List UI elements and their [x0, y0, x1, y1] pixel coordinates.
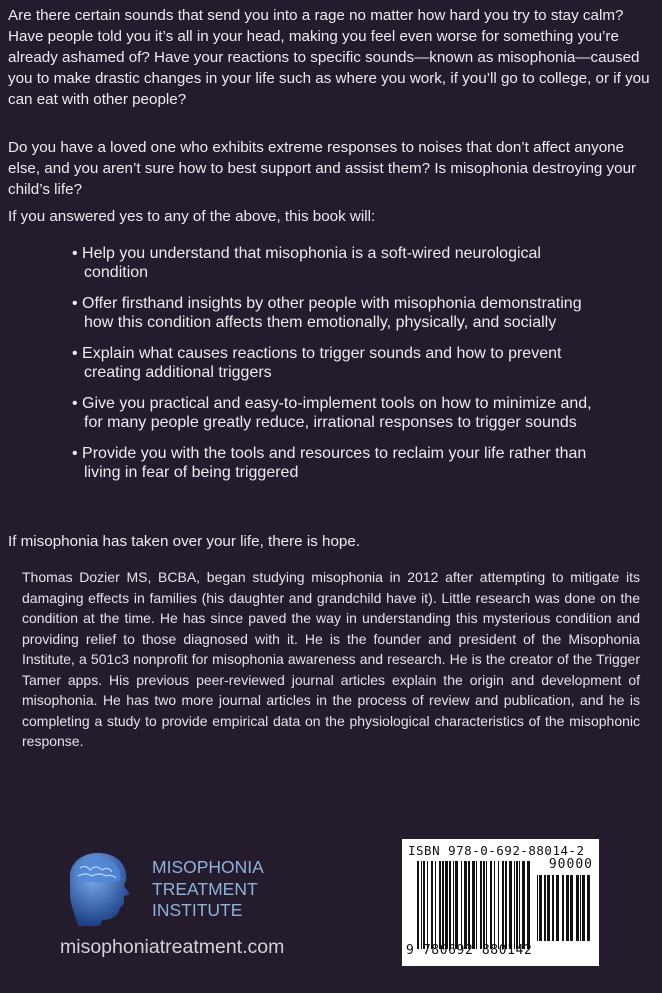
institute-logo-text	[152, 857, 264, 922]
isbn-number: ISBN 978-0-692-88014-2	[408, 843, 585, 858]
list-item: • Explain what causes reactions to trigger sounds and how to prevent creating additional triggers	[72, 344, 592, 382]
ean-number: 9 780692 880142	[406, 943, 533, 958]
intro-paragraph-2: Do you have a loved one who exhibits extreme responses to noises that don’t affect anyone else, and you aren’t sure how to best support and assist them? Is misophonia destroying your child’s life?	[8, 139, 637, 198]
isbn-barcode	[402, 839, 599, 966]
barcode-bars	[417, 861, 532, 949]
logo-line-1: MISOPHONIA	[152, 857, 264, 877]
intro-paragraph-1: Are there certain sounds that send you into a rage no matter how hard you try to stay calm? Have people told you it’s all in your head, making you feel even worse for something you’re already ashamed of? Have your reactions to specific sounds—known as misophonia—caused you to make drastic changes in your life such as where you work, if you’ll go to college, or if you can eat with other people?	[8, 7, 650, 108]
addon-barcode-bars	[537, 875, 593, 941]
logo-line-3: INSTITUTE	[152, 900, 243, 920]
list-item: • Provide you with the tools and resources to reclaim your life rather than living in fear of being triggered	[72, 444, 592, 482]
list-item: • Give you practical and easy-to-implement tools on how to minimize and, for many people greatly reduce, irrational responses to trigger sounds	[72, 394, 592, 432]
brain-head-icon	[60, 850, 132, 933]
logo-line-2: TREATMENT	[152, 878, 258, 899]
intro-paragraph-3: If you answered yes to any of the above, this book will:	[8, 208, 376, 225]
list-item: • Offer firsthand insights by other people with misophonia demonstrating how this condition affects them emotionally, physically, and socially	[72, 294, 592, 332]
benefits-list	[72, 244, 592, 494]
author-bio: Thomas Dozier MS, BCBA, began studying misophonia in 2012 after attempting to mitigate its damaging effects in families (his daughter and grandchild have it). Little research was done on the condition at the time. He has since paved the way in understanding this mysterious condition and providing relief to those diagnosed with it. He is the founder and president of the Misophonia Institute, a 501c3 nonprofit for misophonia awareness and research. He is the creator of the Trigger Tamer apps. His previous peer-reviewed journal articles explain the origin and development of misophonia. He has two more journal articles in the process of review and publication, and he is completing a study to provide empirical data on the physiological characteristics of the misophonic response.	[22, 569, 640, 749]
closing-line: If misophonia has taken over your life, there is hope.	[8, 533, 361, 550]
price-code: 90000	[548, 857, 593, 872]
website-url: misophoniatreatment.com	[60, 936, 285, 958]
list-item: • Help you understand that misophonia is a soft-wired neurological condition	[72, 244, 592, 282]
